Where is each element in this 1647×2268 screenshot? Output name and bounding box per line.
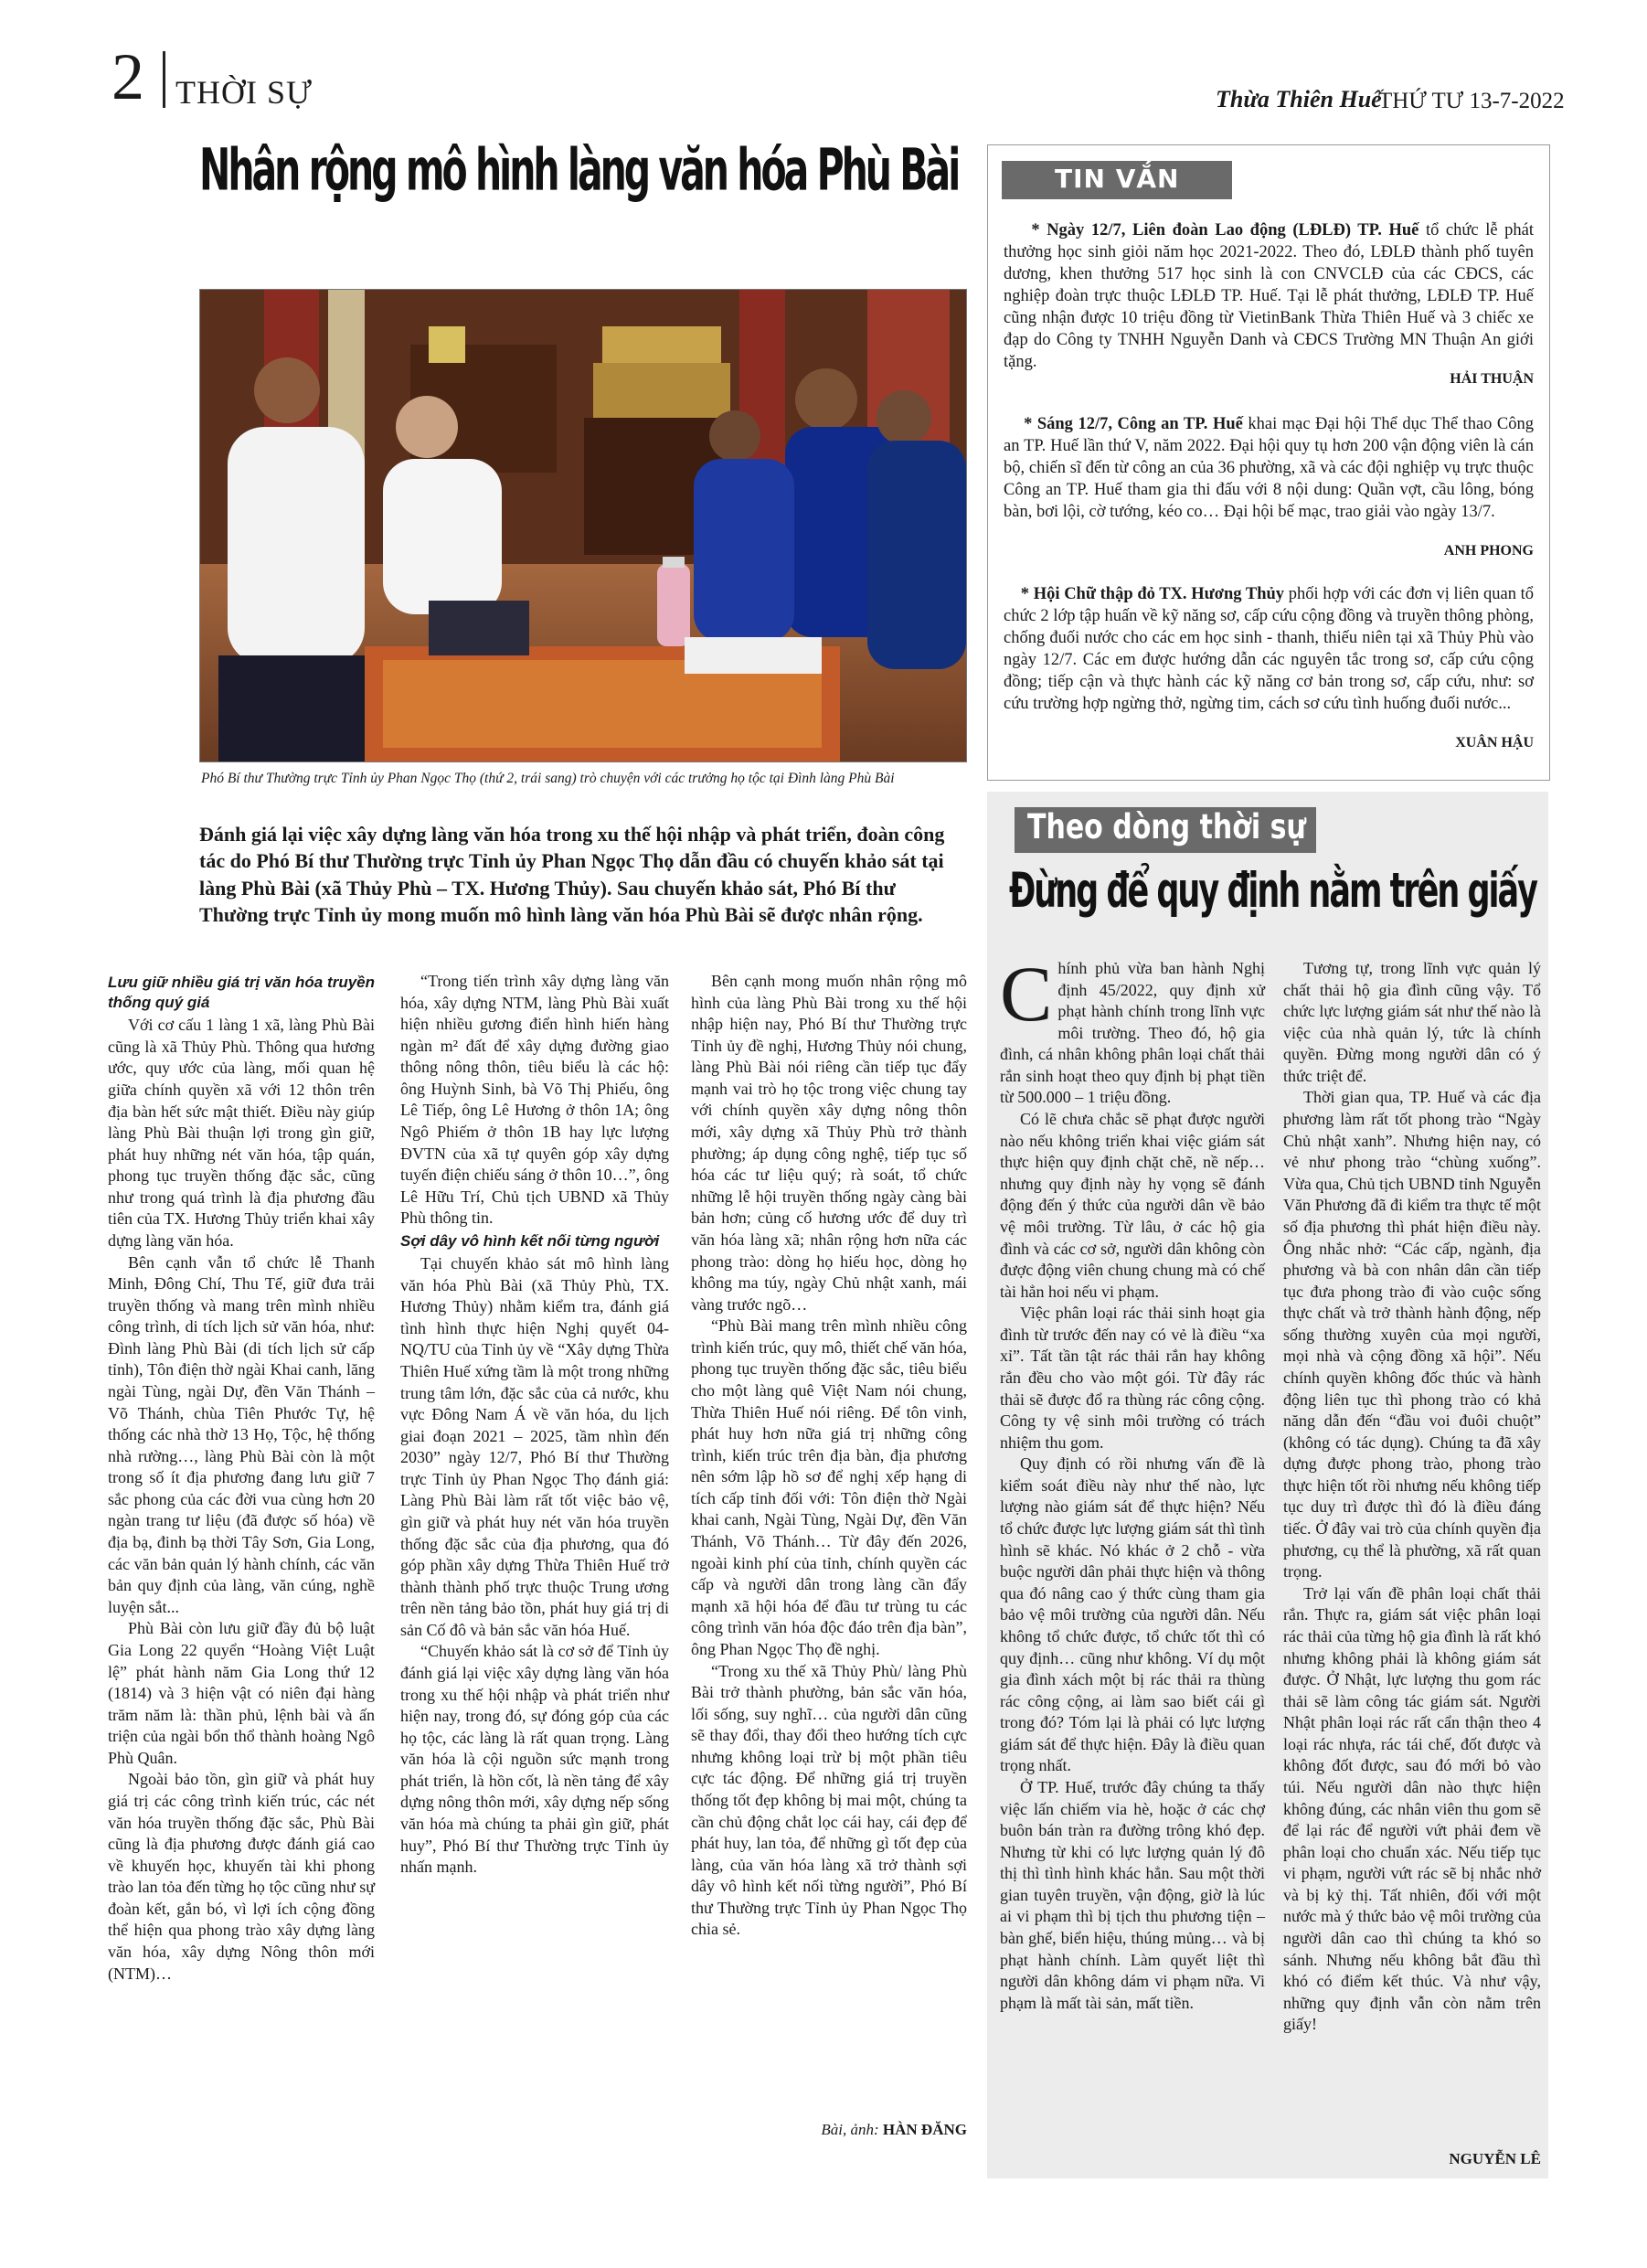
article-column-2 [400,971,669,1879]
issue-date: THỨ TƯ 13-7-2022 [1378,89,1565,113]
paragraph: Trở lại vấn đề phân loại chất thải rắn. Thực ra, giám sát việc phân loại rác thải của từng hộ gia đình là rất khó nhưng không phải là không giám sát được. Ở Nhật, lực lượng thu gom rác thải sẽ làm công tác giám sát. Người Nhật phân loại rác rất cẩn thận theo 4 loại rác nhựa, rác tái chế, đốt được và không đốt được, sau đó mới bỏ vào túi. Nếu người dân nào thực hiện không đúng, các nhân viên thu gom sẽ để lại rác để người vứt phải đem về phân loại cho chuẩn xác. Nếu tiếp tục vi phạm, người vứt rác sẽ bị nhắc nhở và bị kỷ thị. Tất nhiên, đối với một nước mà ý thức bảo vệ môi trường của người dân cao thì chúng ta khó so sánh. Nhưng nếu không bắt đầu thì khó có điểm kết thúc. Và như vậy, những quy định vẫn còn nằm trên giấy! [1283,1583,1541,2034]
subheading: Sợi dây vô hình kết nối từng người [400,1231,660,1250]
newspaper-name: Thừa Thiên Huế [1216,86,1382,112]
paragraph: Tại chuyến khảo sát mô hình làng văn hóa Phù Bài (xã Thủy Phù, TX. Hương Thủy) nhằm kiểm tra, đánh giá tình hình thực hiện Nghị quyết 04-NQ/TU của Tỉnh ủy về “Xây dựng Thừa Thiên Huế xứng tầm là một trong những trung tâm lớn, đặc sắc của cả nước, khu vực Đông Nam Á về văn hóa, du lịch giai đoạn 2021 – 2025, tầm nhìn đến 2030” ngày 12/7, Phó Bí thư Thường trực Tỉnh ủy Phan Ngọc Thọ đánh giá: Làng Phù Bài làm rất tốt việc bảo vệ, gìn giữ và phát huy nét văn hóa truyền thống đặc sắc của địa phương, qua đó góp phần xây dựng Thừa Thiên Huế trở thành thành phố trực thuộc Trung ương trên nền tảng bảo tồn, phát huy giá trị di sản Cố đô và bản sắc văn hóa Huế. [400,1254,669,1639]
brief-text: tổ chức lễ phát thưởng học sinh giỏi năm học 2021-2022. Theo đó, LĐLĐ thành phố tuyên dương, khen thưởng 517 học sinh là con CNVCLĐ của các CĐCS, các nghiệp đoàn trực thuộc LĐLĐ TP. Huế. Tại lễ phát thưởng, LĐLĐ TP. Huế cũng nhận được 10 triệu đồng từ VietinBank Thừa Thiên Huế và 3 chiếc xe đạp do Công ty TNHH Nguyễn Danh và CĐCS Trường MN Thuận An giới tặng. [1004,221,1535,372]
header-divider [163,51,165,108]
paragraph: Bên cạnh vẫn tổ chức lễ Thanh Minh, Đông Chí, Thu Tế, giữ đưa trải truyền thống và mang trên mình nhiều công trình, di tích lịch sử văn hóa, như: Đình làng Phù Bài (di tích lịch sử cấp tỉnh), Tôn điện thờ ngài Khai canh, lăng ngài Tùng, ngài Dự, đền Văn Thánh – Võ Thánh, chùa Tiên Phước Tự, hệ thống các nhà thờ 13 Họ, Tộc, hệ thống nhà rường…, làng Phù Bài còn là một trong số ít địa phương đang lưu giữ 7 sắc phong của các đời vua cùng hơn 20 ngàn trang tư liệu (đã được số hóa) về địa bạ, đinh bạ thời Tây Sơn, Gia Long, các văn bản quản lý hành chính, các văn bản quy định của làng, văn cúng, nghề luyện sắt... [108,1252,375,1616]
news-brief-label: TIN VẮN [1055,164,1180,194]
article-column-1 [108,971,375,1985]
photo-caption: Phó Bí thư Thường trực Tỉnh ủy Phan Ngọc Thọ (thứ 2, trái sang) trò chuyện với các trưởng họ tộc tại Đình làng Phù Bài [201,771,895,786]
paragraph: Bên cạnh mong muốn nhân rộng mô hình của làng Phù Bài trong xu thế hội nhập hiện nay, Phó Bí thư Thường trực Tỉnh ủy đề nghị, Hương Thủy nói chung, làng Phù Bài nói riêng cần tiếp tục đẩy mạnh vai trò họ tộc trong việc chung tay với chính quyền xây dựng nông thôn mới, xây dựng xã Thủy Phù trở thành phường; áp dụng công nghệ, tiếp tục số hóa các tư liệu quý; rà soát, tổ chức những lễ hội truyền thống ngày càng bài bản hơn; củng cố hương ước để duy trì văn hóa làng xã; nhân rộng hơn nữa các phong trào: dòng họ hiếu học, dòng họ không ma túy, ngày Chủ nhật xanh, mái vàng trước ngõ… [691,972,967,1314]
paragraph: hính phủ vừa ban hành Nghị định 45/2022, quy định xử phạt hành chính trong lĩnh vực môi trường. Theo đó, hộ gia đình, cá nhân không phân loại chất thải rắn sinh hoạt theo quy định bị phạt tiền từ 500.000 – 1 triệu đồng. [1000,959,1265,1107]
commentary-column-1 [1000,950,1265,2014]
brief-item [1004,583,1534,715]
commentary-author: NGUYỄN LÊ [1449,2150,1541,2167]
paragraph: “Chuyến khảo sát là cơ sở để Tỉnh ủy đánh giá lại việc xây dựng làng văn hóa trong xu thế hội nhập và phát triển như hiện nay, trong đó, sự đóng góp của các họ tộc, các làng là rất quan trọng. Làng văn hóa là cội nguồn sức mạnh trong phát triển, là hồn cốt, là nền tảng để xây dựng nông thôn mới, xây dựng nếp sống văn hóa mà chúng ta phải gìn giữ, phát huy”, Phó Bí thư Thường trực Tỉnh ủy nhấn mạnh. [400,1642,669,1877]
paragraph: “Trong tiến trình xây dựng làng văn hóa, xây dựng NTM, làng Phù Bài xuất hiện nhiều gương điển hình hiến hàng ngàn m² đất để xây dựng đường giao thông nông thôn, tiêu biểu là các hộ: ông Huỳnh Sinh, bà Võ Thị Phiếu, ông Lê Tiếp, ông Lê Hương ở thôn 1A; ông Ngô Phiếm ở thôn 1B hay lực lượng ĐVTN của xã tự quyên góp xây dựng tuyến điện chiếu sáng ở thôn 10…”, ông Lê Hữu Trí, Chủ tịch UBND xã Thủy Phù thông tin. [400,972,669,1228]
brief-item [1004,219,1534,373]
brief-author: XUÂN HẬU [1455,735,1534,751]
commentary-column-2 [1283,958,1541,2036]
paragraph: Phù Bài còn lưu giữ đầy đủ bộ luật Gia Long 22 quyển “Hoàng Việt Luật lệ” phát hành năm Gia Long thứ 12 (1814) và 3 hiện vật có niên đại hàng trăm năm là: thần phủ, lệnh bài và ấn triện của ngài bổn thổ thành hoàng Ngô Phù Quân. [108,1619,375,1767]
paragraph: Thời gian qua, TP. Huế và các địa phương làm rất tốt phong trào “Ngày Chủ nhật xanh”. Nhưng hiện nay, có vẻ như phong trào “chùng xuống”. Vừa qua, Chủ tịch UBND tỉnh Nguyễn Văn Phương đã đi kiểm tra thực tế một số địa phương thì phát hiện điều này. Ông nhắc nhở: “Các cấp, ngành, địa phương và bà con nhân dân cần tiếp tục đưa phong trào đi vào cuộc sống thực chất và trở thành hành động, nếp sống thường xuyên của mọi người, mọi nhà và cộng đồng xã hội”. Nếu chính quyền không đốc thúc và hành động liên tục thì phong trào có khả năng dẫn đến “đầu voi đuôi chuột” (không có tác dụng). Chúng ta đã xây dựng được phong trào, phong trào thực hiện tốt rồi nhưng nếu không tiếp tục duy trì được thì đó là điều đáng tiếc. Ở đây vai trò của chính quyền địa phương, cụ thể là phường, xã rất quan trọng. [1283,1088,1541,1581]
byline-author: HÀN ĐĂNG [882,2121,967,2138]
brief-author: HẢI THUẬN [1450,371,1534,387]
paragraph: Việc phân loại rác thải sinh hoạt gia đình từ trước đến nay có vẻ là điều “xa xỉ”. Tất tần tật rác thải rắn hay không rắn đều cho vào một gói. Từ đây rác thải sẽ được đổ ra thùng rác công cộng. Công ty vệ sinh môi trường có trách nhiệm thu gom. [1000,1304,1265,1452]
page-number: 2 [112,40,144,113]
paragraph: “Phù Bài mang trên mình nhiều công trình kiến trúc, quy mô, thiết chế văn hóa, phong tục truyền thống đặc sắc, tiêu biểu cho một làng quê Việt Nam nói chung, Thừa Thiên Huế nói riêng. Để tôn vinh, phát huy hơn nữa giá trị những công trình, kiến trúc trên địa bàn, địa phương nên sớm lập hồ sơ để nghị xếp hạng di tích cấp tỉnh đối với: Tôn điện thờ Ngài khai canh, Ngài Tùng, Ngài Dự, đền Văn Thánh, Võ Thánh… Từ đây đến 2026, ngoài kinh phí của tỉnh, chính quyền các cấp và người dân trong làng cần đẩy mạnh xã hội hóa để đầu tư trùng tu các công trình văn hóa độc đáo trên địa bàn”, ông Phan Ngọc Thọ đề nghị. [691,1316,967,1658]
commentary-headline: Đừng để quy định nằm trên giấy [1009,864,1536,920]
paragraph: Ngoài bảo tồn, gìn giữ và phát huy giá trị các công trình kiến trúc, các nét văn hóa truyền thống đặc sắc, Phù Bài cũng là địa phương được đánh giá cao về khuyến học, khuyến tài khi phong trào lan tỏa đến từng họ tộc cũng như sự đoàn kết, gắn bó, vì lợi ích cộng đồng thể hiện qua phong trào xây dựng làng văn hóa, xây dựng Nông thôn mới (NTM)… [108,1770,375,1983]
brief-text: khai mạc Đại hội Thể dục Thể thao Công an TP. Huế lần thứ V, năm 2022. Đại hội quy tụ hơn 200 vận động viên là cán bộ, chiến sĩ đến từ công an của 36 phường, xã và các đội nghiệp vụ trực thuộc Công an TP. Huế tham gia thi đấu với 8 nội dung: Quần vợt, cầu lông, bóng bàn, bơi lội, cờ tướng, kéo co… Đại hội bế mạc, trao giải vào ngày 13/7. [1004,415,1535,522]
section-title: THỜI SỰ [175,74,313,111]
brief-item [1004,413,1534,523]
brief-author: ANH PHONG [1443,543,1534,559]
photo-scene [200,290,966,761]
drop-cap: C [1000,950,1053,1038]
commentary-label: Theo dòng thời sự [1027,807,1306,847]
article-headline: Nhân rộng mô hình làng văn hóa Phù Bài [199,135,959,205]
paragraph: Quy định có rồi nhưng vấn đề là kiểm soát điều này như thế nào, lực lượng nào giám sát để thực hiện? Nếu tổ chức được lực lượng giám sát thì tình hình sẽ khác. Nó khác ở 2 chỗ - vừa buộc người dân phải thực hiện và thông qua đó nâng cao ý thức cùng tham gia bảo vệ môi trường của người dân. Nếu không tổ chức được, tổ chức tốt thì có quy định… cũng như không. Ví dụ một gia đình xách một bị rác thải ra thùng rác công cộng, ai làm sao biết cái gì trong đó? Tóm lại là phải có lực lượng giám sát để thực hiện. Đây là điều quan trọng nhất. [1000,1454,1265,1775]
article-byline [691,2121,967,2139]
paragraph: Tương tự, trong lĩnh vực quản lý chất thải hộ gia đình cũng vậy. Tổ chức lực lượng giám sát như thế nào là việc của nhà quản lý, tức là chính quyền. Đừng mong người dân có ý thức triệt để. [1283,959,1541,1085]
article-lead: Đánh giá lại việc xây dựng làng văn hóa trong xu thế hội nhập và phát triển, đoàn công tác do Phó Bí thư Thường trực Tỉnh ủy Phan Ngọc Thọ dẫn đầu có chuyến khảo sát tại làng Phù Bài (xã Thủy Phù – TX. Hương Thủy). Sau chuyến khảo sát, Phó Bí thư Thường trực Tỉnh ủy mong muốn mô hình làng văn hóa Phù Bài sẽ được nhân rộng. [199,823,945,926]
brief-lead: * Hội Chữ thập đỏ TX. Hương Thủy [1020,585,1285,603]
paragraph: “Trong xu thế xã Thủy Phù/ làng Phù Bài trở thành phường, bản sắc văn hóa, lối sống, suy nghĩ… của người dân cũng sẽ thay đổi, thay đổi theo hướng tích cực nhưng không loại trừ bị một phần tiêu cực tác động. Để những giá trị truyền thống tốt đẹp không bị mai một, chúng ta cần chủ động chắt lọc cái hay, cái đẹp để phát huy, lan tỏa, để những gì tốt đẹp của làng, của văn hóa làng xã trở thành sợi dây vô hình kết nối từng người”, Phó Bí thư Thường trực Tỉnh ủy Phan Ngọc Thọ chia sẻ. [691,1661,967,1939]
paragraph: Với cơ cấu 1 làng 1 xã, làng Phù Bài cũng là xã Thủy Phù. Thông qua hương ước, quy ước của làng, mối quan hệ giữa chính quyền xã với 12 thôn trên địa bàn hết sức mật thiết. Điều này giúp làng Phù Bài thuận lợi trong gìn giữ, phát huy những nét văn hóa, tập quán, phong tục truyền thống đặc sắc, cũng như trong quá trình là địa phương đầu tiên của TX. Hương Thủy triển khai xây dựng làng văn hóa. [108,1016,375,1250]
subheading: Lưu giữ nhiều giá trị văn hóa truyền thống quý giá [108,974,375,1012]
byline-label: Bài, ảnh: [821,2121,879,2138]
brief-text: phối hợp với các đơn vị liên quan tổ chức 2 lớp tập huấn về kỹ năng sơ, cấp cứu cộng đồng và truyền thông phòng, chống đuối nước cho các em học sinh - thanh, thiếu niên tại xã Thủy Phù vào ngày 12/7. Các em được hướng dẫn các nguyên tắc trong sơ, cấp cứu cộng đồng; tiếp cận và thực hành các kỹ năng cơ bản trong sơ, cấp cứu, như: sơ cứu trường hợp ngừng thở, ngừng tim, cách sơ cứu tình huống đuối nước... [1004,585,1535,714]
brief-lead: * Ngày 12/7, Liên đoàn Lao động (LĐLĐ) TP. Huế [1031,221,1419,240]
article-photo [199,289,967,762]
paragraph: Có lẽ chưa chắc sẽ phạt được người nào nếu không triển khai việc giám sát thực hiện quy định chặt chẽ, nề nếp… nhưng quy định này hy vọng sẽ đánh động đến ý thức của người dân về bảo vệ môi trường. Từ lâu, ở các hộ gia đình và các cơ sở, người dân không còn được động viên chung chung mà có chế tài hẳn hoi nếu vi phạm. [1000,1110,1265,1301]
brief-lead: * Sáng 12/7, Công an TP. Huế [1024,415,1243,433]
paragraph: Ở TP. Huế, trước đây chúng ta thấy việc lấn chiếm vỉa hè, hoặc ở các chợ buôn bán tràn ra đường trông khó đẹp. Nhưng từ khi có lực lượng quản lý đô thị thì tình hình khác hẳn. Sau một thời gian tuyên truyền, vận động, giờ là lúc ai vi phạm thì bị tịch thu phương tiện – bàn ghế, biển hiệu, thúng mủng… và bị phạt hành chính. Làm quyết liệt thì người dân không dám vi phạm nữa. Vi phạm là mất tài sản, mất tiền. [1000,1777,1265,2012]
article-column-3 [691,971,967,1941]
